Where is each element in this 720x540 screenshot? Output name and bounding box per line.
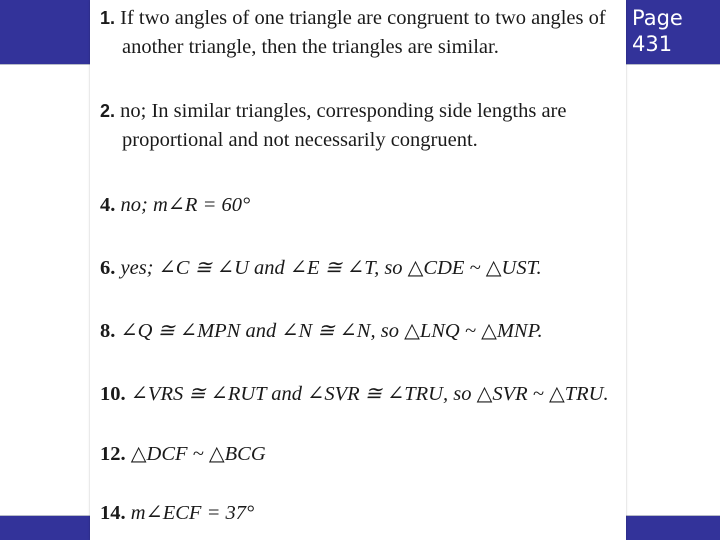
answer-item-10: [100, 380, 609, 409]
answer-text: no; m∠R = 60°: [120, 194, 251, 216]
decorative-block-top-left: [0, 0, 90, 64]
divider-line: [626, 515, 720, 516]
decorative-block-bottom-left: [0, 516, 90, 540]
answer-text: no; In similar triangles, corresponding side lengths are: [120, 100, 567, 122]
answer-number: 2.: [100, 101, 116, 121]
answer-item-4: [100, 191, 250, 220]
answer-item-8: [100, 317, 543, 346]
divider-line: [0, 515, 90, 516]
divider-line: [626, 64, 720, 65]
answer-text-continued: another triangle, then the triangles are similar.: [122, 36, 499, 58]
answer-text: yes; ∠C ≅ ∠U and ∠E ≅ ∠T, so △CDE ~ △UST.: [120, 257, 542, 279]
answer-item-6: [100, 254, 542, 283]
answer-number: 1.: [100, 8, 116, 28]
divider-line: [0, 64, 90, 65]
answer-number: 10.: [100, 383, 126, 405]
answer-text: m∠ECF = 37°: [130, 502, 255, 524]
page-number-label: Page 431: [632, 6, 683, 56]
answer-text: ∠VRS ≅ ∠RUT and ∠SVR ≅ ∠TRU, so △SVR ~ △TRU.: [130, 383, 609, 405]
answer-text-continued: proportional and not necessarily congruent.: [122, 129, 478, 151]
answer-text: △DCF ~ △BCG: [130, 443, 266, 465]
answer-item-14: [100, 499, 254, 528]
answer-number: 8.: [100, 320, 116, 342]
answer-text: If two angles of one triangle are congruent to two angles of: [120, 7, 606, 29]
answer-text: ∠Q ≅ ∠MPN and ∠N ≅ ∠N, so △LNQ ~ △MNP.: [120, 320, 543, 342]
answer-item-2: [100, 97, 566, 155]
answer-item-12: [100, 440, 266, 469]
answer-number: 12.: [100, 443, 126, 465]
answer-item-1: [100, 4, 606, 62]
answer-number: 4.: [100, 194, 116, 216]
answer-number: 6.: [100, 257, 116, 279]
answer-key-image: [90, 0, 626, 540]
decorative-block-bottom-right: [626, 516, 720, 540]
answer-number: 14.: [100, 502, 126, 524]
